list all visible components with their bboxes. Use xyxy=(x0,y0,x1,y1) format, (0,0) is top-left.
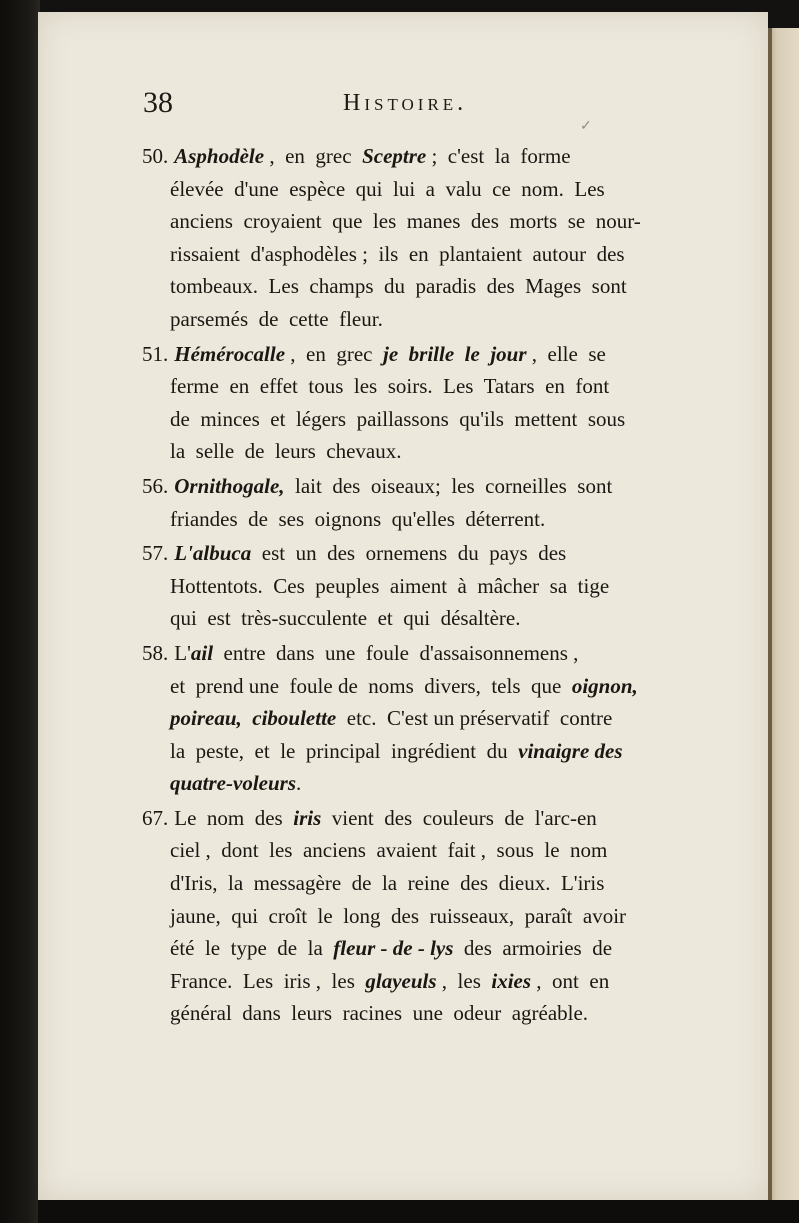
note-text: des armoiries de xyxy=(453,936,613,961)
italic-term: iris xyxy=(293,805,322,830)
running-title: Histoire. xyxy=(343,90,468,116)
note-text: d'Iris, la messagère de la reine des dieux. L'iris xyxy=(170,871,605,896)
note-line xyxy=(142,205,692,238)
note-line xyxy=(142,867,692,900)
note-text: , les xyxy=(436,968,492,993)
note-number: 50. xyxy=(142,144,169,168)
note-entry xyxy=(142,338,692,468)
note-line xyxy=(142,173,692,206)
note-line xyxy=(142,238,692,271)
note-line xyxy=(142,140,692,173)
note-text: et prend une foule de noms divers, tels que xyxy=(170,673,572,698)
italic-term: Asphodèle xyxy=(174,144,265,168)
italic-term: Hémérocalle xyxy=(174,341,286,366)
book-spine-shadow xyxy=(0,0,40,1223)
note-text: ciel , dont les anciens avaient fait , sous le nom xyxy=(170,838,608,863)
note-text: qui est très-succulente et qui désaltère. xyxy=(170,606,521,631)
italic-term: L'albuca xyxy=(174,541,252,566)
note-line xyxy=(142,702,692,735)
page-gutter-line xyxy=(768,28,772,1208)
note-number: 67. xyxy=(142,805,169,830)
page-bottom-shadow xyxy=(38,1200,799,1223)
note-text: jaune, qui croît le long des ruisseaux, paraît avoir xyxy=(170,903,627,928)
note-text: la peste, et le principal ingrédient du xyxy=(170,738,519,763)
note-text: Hottentots. Ces peuples aiment à mâcher sa tige xyxy=(170,573,610,598)
italic-term: Ornithogale, xyxy=(174,473,285,498)
note-entry xyxy=(142,140,692,336)
note-text: anciens croyaient que les manes des morts se nour- xyxy=(170,209,641,234)
note-text: etc. C'est un préservatif contre xyxy=(336,706,613,731)
note-line xyxy=(142,403,692,436)
note-text: , en grec xyxy=(285,341,384,366)
note-text: , ont en xyxy=(531,968,610,993)
note-line xyxy=(142,503,692,536)
italic-term: Sceptre xyxy=(362,144,427,168)
note-text: friandes de ses oignons qu'elles déterrent. xyxy=(170,506,546,531)
italic-term: quatre-voleurs xyxy=(170,771,296,796)
page-header xyxy=(143,86,703,126)
note-line xyxy=(142,537,692,570)
note-text: L' xyxy=(174,640,191,665)
note-line xyxy=(142,932,692,965)
note-number: 56. xyxy=(142,473,169,498)
notes-list xyxy=(142,140,692,1032)
note-line xyxy=(142,900,692,933)
note-line xyxy=(142,370,692,403)
note-text: parsemés de cette fleur. xyxy=(170,306,383,331)
note-text: lait des oiseaux; les corneilles sont xyxy=(284,473,613,498)
note-text: été le type de la xyxy=(170,936,334,961)
note-line xyxy=(142,637,692,670)
note-text: ferme en effet tous les soirs. Les Tatars en font xyxy=(170,374,610,399)
note-entry xyxy=(142,802,692,1030)
ink-speck: ✓ xyxy=(580,119,592,134)
note-number: 58. xyxy=(142,640,169,665)
facing-page-edge xyxy=(768,28,799,1208)
note-text: entre dans une foule d'assaisonnemens , xyxy=(213,640,579,665)
note-text: général dans leurs racines une odeur agréable. xyxy=(170,1001,589,1026)
note-text: , en grec xyxy=(264,144,363,168)
note-text: ; c'est la forme xyxy=(426,144,571,168)
italic-term: je brille le jour xyxy=(383,341,527,366)
italic-term: ixies xyxy=(491,968,532,993)
note-line xyxy=(142,303,692,336)
italic-term: glayeuls xyxy=(365,968,437,993)
note-text: rissaient d'asphodèles ; ils en plantaient autour des xyxy=(170,241,625,266)
note-line xyxy=(142,735,692,768)
italic-term: poireau, ciboulette xyxy=(170,706,337,731)
note-line xyxy=(142,670,692,703)
italic-term: vinaigre des xyxy=(518,738,623,763)
note-line xyxy=(142,767,692,800)
note-line xyxy=(142,270,692,303)
note-entry xyxy=(142,637,692,800)
note-text: Le nom des xyxy=(174,805,294,830)
note-text: tombeaux. Les champs du paradis des Mages sont xyxy=(170,274,627,299)
note-line xyxy=(142,834,692,867)
note-text: est un des ornemens du pays des xyxy=(251,541,567,566)
note-text: élevée d'une espèce qui lui a valu ce nom. Les xyxy=(170,176,605,201)
note-line xyxy=(142,802,692,835)
note-text: . xyxy=(296,771,302,796)
note-text: France. Les iris , les xyxy=(170,968,366,993)
note-line xyxy=(142,338,692,371)
page-number: 38 xyxy=(143,86,173,119)
italic-term: ail xyxy=(190,640,214,665)
note-line xyxy=(142,435,692,468)
note-line xyxy=(142,602,692,635)
note-line xyxy=(142,470,692,503)
note-line xyxy=(142,997,692,1030)
note-text: la selle de leurs chevaux. xyxy=(170,439,402,464)
note-text: vient des couleurs de l'arc-en xyxy=(321,805,597,830)
note-text: , elle se xyxy=(526,341,606,366)
note-line xyxy=(142,965,692,998)
italic-term: oignon, xyxy=(571,673,638,698)
note-number: 57. xyxy=(142,541,169,566)
note-entry xyxy=(142,537,692,635)
note-entry xyxy=(142,470,692,535)
italic-term: fleur - de - lys xyxy=(333,936,454,961)
note-line xyxy=(142,570,692,603)
note-number: 51. xyxy=(142,341,169,366)
note-text: de minces et légers paillassons qu'ils mettent sous xyxy=(170,406,626,431)
